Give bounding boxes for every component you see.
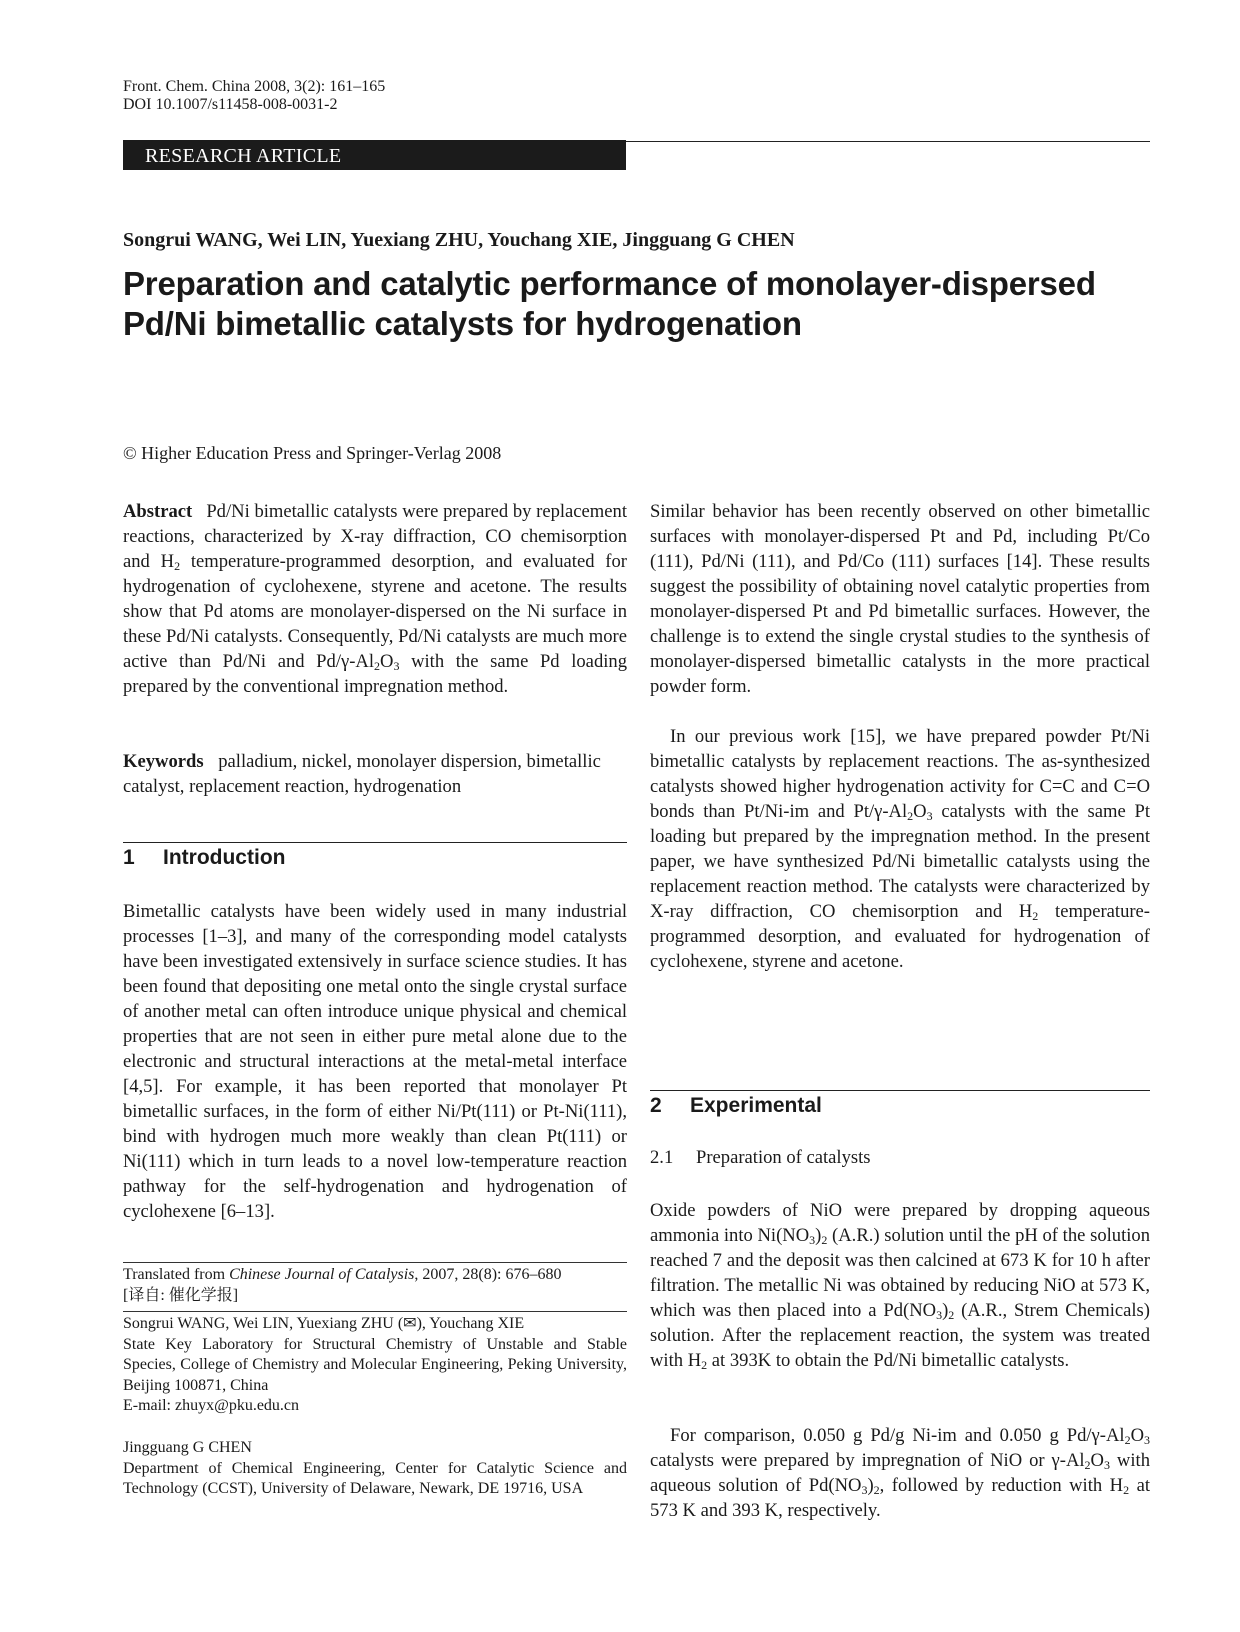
section-1-rule <box>123 842 627 843</box>
title-line-1: Preparation and catalytic performance of monolayer-dispersed <box>123 265 1096 302</box>
abstract: Abstract Pd/Ni bimetallic catalysts were prepared by replacement reactions, characterized by X-ray diffraction, CO chemisorption and $H_2$ temperature-programmed desorption, and evaluated for hydrogenation of cyclohexene, styrene and acetone. The results show that Pd atoms are monolayer-dispersed on the Ni surface in these Pd/Ni catalysts. Consequently, Pd/Ni catalysts are much more active than Pd/Ni and $Pd/\gamma-Al_2O_3$ with the same Pd loading prepared by the conventional impregnation method. <box>123 501 627 697</box>
affiliation-2: Jingguang G CHEN Department of Chemical Engineering, Center for Catalytic Science and Technology (CCST), University of Delaware, Newark, DE 19716, USA <box>123 1439 627 1497</box>
section-2-heading: 2 Experimental <box>650 1094 822 1117</box>
section-1-heading: 1 Introduction <box>123 846 286 869</box>
translation-note: Translated from Chinese Journal of Catalysis, 2007, 28(8): 676–680 [译自: 催化学报] <box>123 1266 562 1304</box>
copyright: © Higher Education Press and Springer-Verlag 2008 <box>123 443 502 463</box>
journal-citation: Front. Chem. China 2008, 3(2): 161–165 <box>123 78 386 95</box>
experimental-paragraph-2: For comparison, 0.050 g Pd/g Ni-im and 0.050 g $Pd/\gamma-Al_2O_3$ catalysts were prepared by impregnation of NiO or $\gamma-Al_2O_3$ with aqueous solution of $Pd(NO_3)_2$, followed by reduction with $H_2$ at 573 K and 393 K, respectively. <box>650 1425 1150 1521</box>
introduction-paragraph-3: In our previous work [15], we have prepared powder Pt/Ni bimetallic catalysts by replacement reactions. The as-synthesized catalysts showed higher hydrogenation activity for C=C and C=O bonds than Pt/Ni-im and $Pt/\gamma-Al_2O_3$ catalysts with the same Pt loading but prepared by the impregnation method. In the present paper, we have synthesized Pd/Ni bimetallic catalysts using the replacement reaction method. The catalysts were characterized by X-ray diffraction, CO chemisorption and $H_2$ temperature-programmed desorption, and evaluated for hydrogenation of cyclohexene, styrene and acetone. <box>650 726 1151 972</box>
author-list: Songrui WANG, Wei LIN, Yuexiang ZHU, Youchang XIE, Jingguang G CHEN <box>123 229 795 251</box>
footnote-rule <box>123 1262 627 1263</box>
title-line-2: Pd/Ni bimetallic catalysts for hydrogenation <box>123 305 802 342</box>
doi: DOI 10.1007/s11458-008-0031-2 <box>123 96 338 113</box>
article-type-banner <box>123 140 626 170</box>
section-2-rule <box>650 1090 1150 1091</box>
keywords-text: palladium, nickel, monolayer dispersion, bimetallic catalyst, replacement reaction, hydrogenation <box>123 751 601 797</box>
keywords <box>123 749 627 799</box>
keywords-label: Keywords <box>123 751 204 772</box>
subsection-2-1-heading: 2.1 Preparation of catalysts <box>650 1147 871 1168</box>
introduction-paragraph-1: Bimetallic catalysts have been widely used in many industrial processes [1–3], and many of the corresponding model catalysts have been investigated extensively in surface science studies. It has been found that depositing one metal onto the single crystal surface of another metal can often introduce unique physical and chemical properties that are not seen in either pure metal alone due to the electronic and structural interactions at the metal-metal interface [4,5]. For example, it has been reported that monolayer Pt bimetallic surfaces, in the form of either Ni/Pt(111) or Pt-Ni(111), bind with hydrogen much more weakly than clean Pt(111) or Ni(111) which in turn leads to a novel low-temperature reaction pathway for the self-hydrogenation and hydrogenation of cyclohexene [6–13]. <box>123 901 627 1222</box>
header-rule <box>626 141 1150 142</box>
introduction-paragraph-2: Similar behavior has been recently observed on other bimetallic surfaces with monolayer-dispersed Pt and Pd, including Pt/Co (111), Pd/Ni (111), and Pd/Co (111) surfaces [14]. These results suggest the possibility of obtaining novel catalytic properties from monolayer-dispersed Pt and Pd bimetallic surfaces. However, the challenge is to extend the single crystal studies to the synthesis of monolayer-dispersed bimetallic catalysts in the more practical powder form. <box>650 501 1150 697</box>
article-type: RESEARCH ARTICLE <box>145 145 342 167</box>
journal-meta <box>123 78 385 114</box>
email: E-mail: zhuyx@pku.edu.cn <box>123 1397 300 1414</box>
abstract-label: Abstract <box>123 501 193 522</box>
experimental-paragraph-1: Oxide powders of NiO were prepared by dropping aqueous ammonia into $Ni(NO_3)_2$ (A.R.) solution until the pH of the solution reached 7 and the deposit was then calcined at 673 K for 10 h after filtration. The metallic Ni was obtained by reducing NiO at 573 K, which was then placed into a $Pd(NO_3)_2$ (A.R., Strem Chemicals) solution. After the replacement reaction, the system was treated with $H_2$ at 393K to obtain the Pd/Ni bimetallic catalysts. <box>650 1200 1150 1372</box>
affiliation-1: Songrui WANG, Wei LIN, Yuexiang ZHU (✉), Youchang XIE State Key Laboratory for Structural Chemistry of Unstable and Stable Species, College of Chemistry and Molecular Engineering, Peking University, Beijing 100871, China E-mail: zhuyx@pku.edu.cn <box>123 1314 627 1417</box>
paper-title <box>123 264 1163 344</box>
footnote-rule-2 <box>123 1311 627 1312</box>
